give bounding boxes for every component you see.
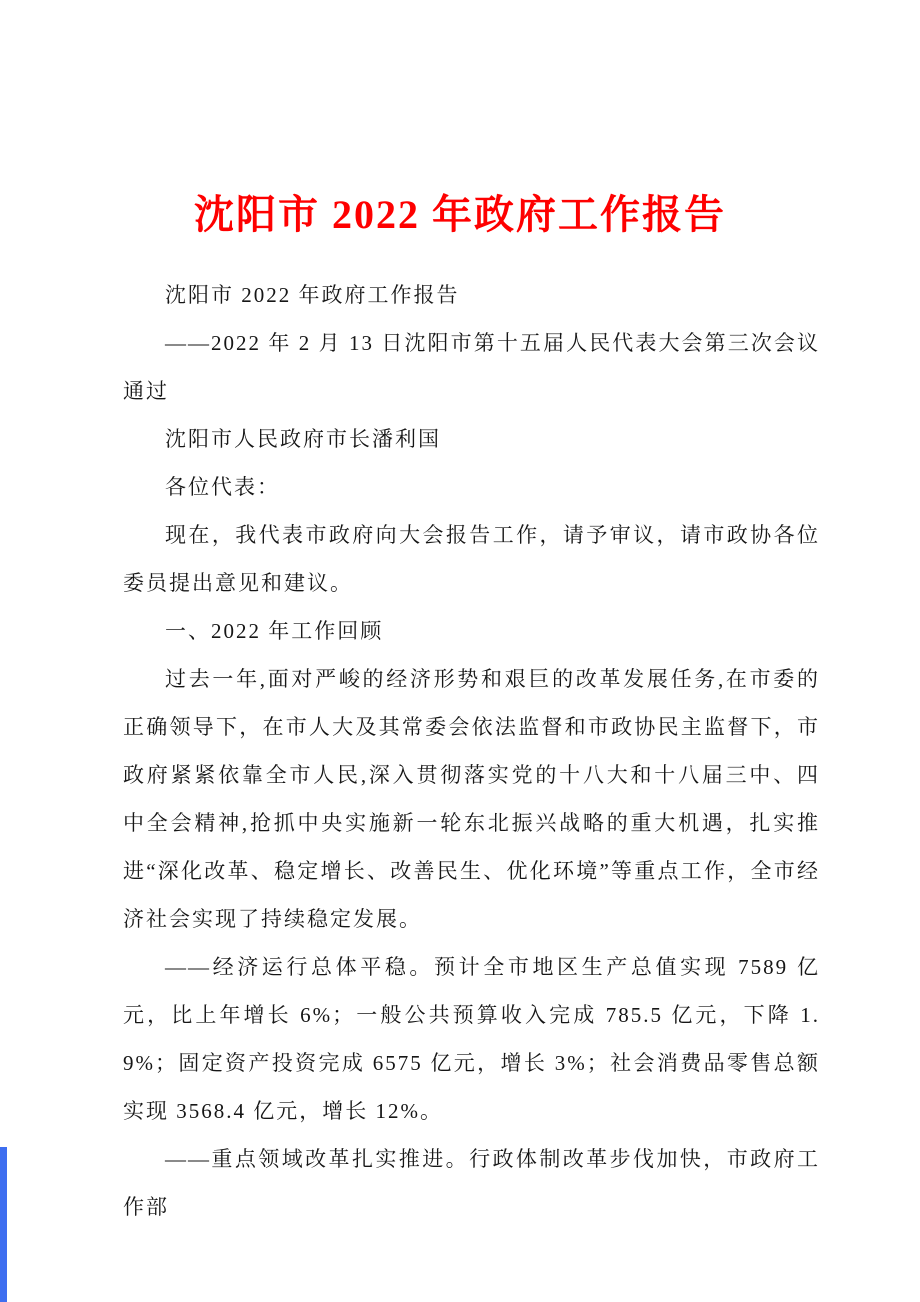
paragraph: ——2022 年 2 月 13 日沈阳市第十五届人民代表大会第三次会议通过 — [123, 331, 820, 403]
paragraph: ——经济运行总体平稳。预计全市地区生产总值实现 7589 亿元，比上年增长 6%；一般公共预算收入完成 785.5 亿元，下降 1.9%；固定资产投资完成 6575 亿元，增长 3%；社会消费品零售总额实现 3568.4 亿元，增长 12%。 — [123, 955, 820, 1123]
document-body — [123, 271, 820, 1231]
paragraph: 各位代表： — [165, 475, 280, 499]
paragraph: 沈阳市人民政府市长潘利国 — [165, 427, 441, 451]
paragraph: 一、2022 年工作回顾 — [165, 619, 384, 643]
paragraph: 沈阳市 2022 年政府工作报告 — [165, 283, 460, 307]
paragraph: 现在，我代表市政府向大会报告工作，请予审议，请市政协各位委员提出意见和建议。 — [123, 523, 820, 595]
document-title: 沈阳市 2022 年政府工作报告 — [194, 192, 726, 237]
paragraph: ——重点领域改革扎实推进。行政体制改革步伐加快，市政府工作部 — [123, 1147, 820, 1219]
page-edge-accent-bar — [0, 1147, 7, 1302]
paragraph: 过去一年,面对严峻的经济形势和艰巨的改革发展任务,在市委的正确领导下，在市人大及其常委会依法监督和市政协民主监督下，市政府紧紧依靠全市人民,深入贯彻落实党的十八大和十八届三中、四中全会精神,抢抓中央实施新一轮东北振兴战略的重大机遇，扎实推进“深化改革、稳定增长、改善民生、优化环境”等重点工作，全市经济社会实现了持续稳定发展。 — [123, 667, 820, 931]
